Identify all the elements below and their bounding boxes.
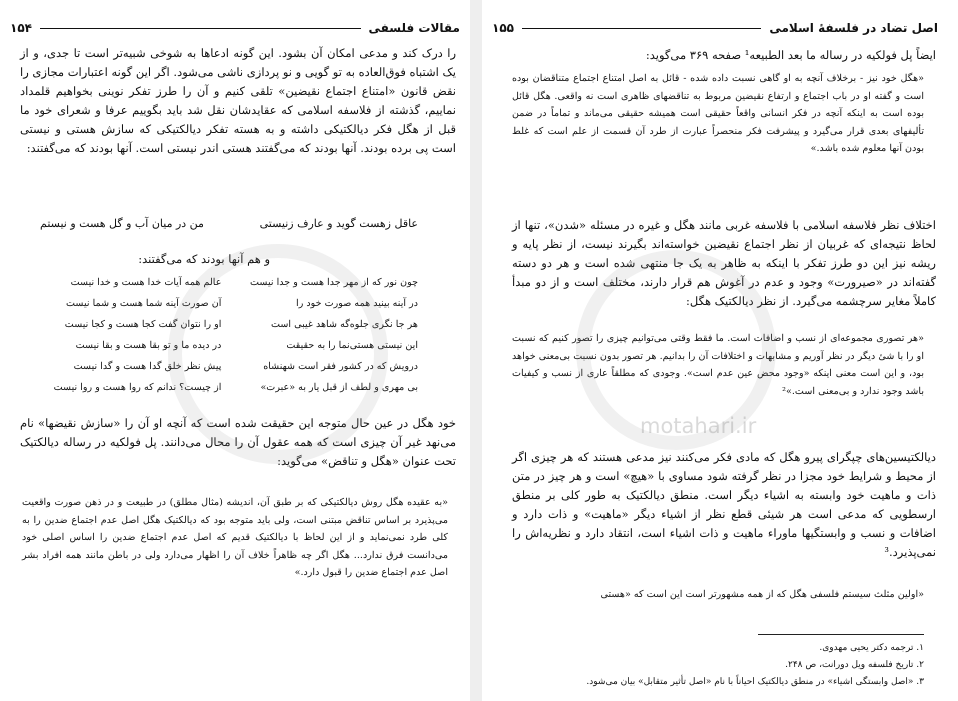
ghazal-line <box>40 293 418 314</box>
right-quote-2: «هر تصوری مجموعه‌ای از نسب و اضافات است. ما فقط وقتی می‌توانیم چیزی را تصور کنیم که نسبت او را با شئ دیگر در نظر آوریم و مشابهات و اختلافات آن را بدانیم. هر تصور بدون نسبت بی‌معنی خواهد بود، و این است معنی اینکه «وجود محض عین عدم است». وجودی که مطلقاً عاری از نسب و کیفیات باشد وجود ندارد و بی‌معنی است.»² <box>512 333 924 397</box>
hemistich: این نیستی هستی‌نما را به حقیقت <box>286 340 418 351</box>
ghazal-line <box>40 272 418 293</box>
right-page-number: ۱۵۵ <box>492 21 514 35</box>
footnote: ۱. ترجمه دکتر یحیی مهدوی. <box>819 643 924 653</box>
hemistich: پیش نظر خلق گدا هست و گدا نیست <box>73 361 222 372</box>
ghazal-line <box>40 377 418 398</box>
watermark-url: motahari.ir <box>640 414 757 438</box>
right-page-header <box>492 16 938 40</box>
footnote: ۳. «اصل وابستگی اشیاء» در منطق دیالکتیک احیاناً با نام «اصل تأثیر متقابل» بیان می‌شود. <box>586 677 924 687</box>
left-page <box>0 0 470 701</box>
hemistich: درویش که در کشور فقر است شهنشاه <box>263 361 418 372</box>
right-header-title: اصل تضاد در فلسفهٔ اسلامی <box>769 21 938 35</box>
footnotes <box>512 640 924 691</box>
left-paragraph-2: خود هگل در عین حال متوجه این حقیقت شده است که آنچه او آن را «سازش نقیضها» نام می‌نهد غیر آن چیزی است که همه عقول آن را محال می‌دانند. پل فولکیه در رساله دیالکتیک تحت عنوان «هگل و تناقض» می‌گوید: <box>20 416 456 468</box>
hemistich: آن صورت آینه شما هست و شما نیست <box>66 298 222 309</box>
left-page-header <box>10 16 460 40</box>
couplet <box>40 214 418 233</box>
ghazal-line <box>40 356 418 377</box>
right-paragraph-2: دیالکتیسین‌های چپگرای پیرو هگل که مادی فکر می‌کنند نیز مدعی هستند که هر چیزی اگر از محیط و شرایط خود مجزا در نظر گرفته شود مساوی با «هیچ» است و هر چیز در متن ذات و ماهیت خود وابسته به اشیاء دیگر است. منطق دیالکتیک به طور کلی بر منطق ارسطویی که مدعی است هر شیئی قطع نظر از اشیاء دیگر «ماهیت» و ذات دارد و اضافات و نسب و وابستگیها ماوراء ماهیت و ذات اشیاء است، انتقاد دارد و نظریه‌اش را نمی‌پذیرد.³ <box>512 450 936 559</box>
hemistich: هر جا نگری جلوه‌گه شاهد غیبی است <box>270 319 418 330</box>
left-paragraph-1: را درک کند و مدعی امکان آن بشود. این گونه ادعاها به شوخی شبیه‌تر است تا جدی، و از یک اشتباه فوق‌العاده به تو گویی و نو پردازی ناشی می‌شود. اگر این گونه اعتبارات مجازی را نقض قانون «امتناع اجتماع نقیضین» تلقی کنیم و آن را طرز تفکر نوینی بخواهیم قلمداد نماییم، گذشته از فلاسفه اسلامی که عقایدشان نقل شد باید بگوییم عرفا و شعرای خود ما قبل از هگل فکر دیالکتیکی داشته و به هسته تفکر دیالکتیکی که سازش هستی و نیستی است پی برده بودند. آنها بودند که می‌گفتند هستی اندر نیستی است. آنها بودند که می‌گفتند: <box>20 46 456 155</box>
right-quote-1: «هگل خود نیز - برخلاف آنچه به او گاهی نسبت داده شده - قائل به اصل امتناع اجتماع متناقضان بوده است و گفته او در باب اجتماع و ارتفاع نقیضین مربوط به تناقضهای ظاهری است نه واقعی. هگل قائل بوده است به اینکه آنچه در فکر انسانی واقعاً حقیقی است همیشه حقیقی می‌ماند و تماماً در ضمن تألیفهای بعدی قرار می‌گیرد و پیشرفت فکر منحصراً عبارت از طرد آن قسمت از علم است که غلط بودن آنها معلوم شده باشد.» <box>512 73 924 154</box>
right-header-rule <box>522 28 761 29</box>
couplet-second-hemistich: من در میان آب و گل هست و نیستم <box>40 217 204 230</box>
page-gutter <box>470 0 482 701</box>
left-header-title: مقالات فلسفی <box>368 21 460 35</box>
ghazal-line <box>40 314 418 335</box>
couplet-first-hemistich: عاقل زهست گوید و عارف زنیستی <box>259 217 418 230</box>
footnote: ۲. تاریخ فلسفه ویل دورانت، ص ۲۴۸. <box>785 660 924 670</box>
left-header-rule <box>40 28 361 29</box>
hemistich: چون نور که از مهر جدا هست و جدا نیست <box>250 277 418 288</box>
hemistich: او را نتوان گفت کجا هست و کجا نیست <box>64 319 222 330</box>
hemistich: عالم همه آیات خدا هست و خدا نیست <box>70 277 222 288</box>
ghazal-line <box>40 335 418 356</box>
right-intro: ایضاً پل فولکیه در رساله ما بعد الطبیعه¹ صفحه ۳۶۹ می‌گوید: <box>645 48 936 62</box>
footnote-rule <box>758 634 924 635</box>
left-quote: «به عقیده هگل روش دیالکتیکی که بر طبق آن، اندیشه (مثال مطلق) در طبیعت و در ذهن صورت واقعیت می‌پذیرد بر اساس تناقض مبتنی است، ولی باید متوجه بود که دیالکتیک هگل اصل عدم اجتماع ضدین را به کلی طرد نمی‌نماید و از این لحاظ با دیالکتیک قدیم که اصل عدم اجتماع ضدین را اساس اصلی خود می‌دانست فرق ندارد... هگل اگر چه ظاهراً خلاف آن را اظهار می‌دارد ولی در باطن مانند همه افراد بشر اصل عدم اجتماع ضدین را قبول دارد.» <box>22 497 448 578</box>
hemistich: از چیست؟ ندانم که روا هست و روا نیست <box>53 382 222 393</box>
left-intro-2: و هم آنها بودند که می‌گفتند: <box>138 252 270 266</box>
left-page-number: ۱۵۴ <box>10 21 32 35</box>
right-page <box>482 0 958 701</box>
hemistich: در دیده ما و تو بقا هست و بقا نیست <box>75 340 222 351</box>
right-paragraph-1: اختلاف نظر فلاسفه اسلامی با فلاسفه غربی مانند هگل و غیره در مسئله «شدن»، تنها از لحاظ نتیجه‌ای که غربیان از نظر اجتماع نقیضین خواسته‌اند بگیرند نیست، از نظر پایه و ریشه نیز این دو طرز تفکر با اینکه به ظاهر به یک جا منتهی شده است و هر دو دسته گفته‌اند در «صیرورت» وجود و عدم در آغوش هم قرار دارند، مختلف است و از دو مبدأ کاملاً مغایر سرچشمه می‌گیرد. از نظر دیالکتیک هگل: <box>512 218 936 308</box>
hemistich: در آینه بینید همه صورت خود را <box>296 298 418 309</box>
hemistich: بی مهری و لطف از قبل یار به «عبرت» <box>260 382 418 393</box>
right-paragraph-3: «اولین مثلث سیستم فلسفی هگل که از همه مشهورتر است این است که «هستی <box>600 589 924 600</box>
ghazal <box>40 272 418 398</box>
